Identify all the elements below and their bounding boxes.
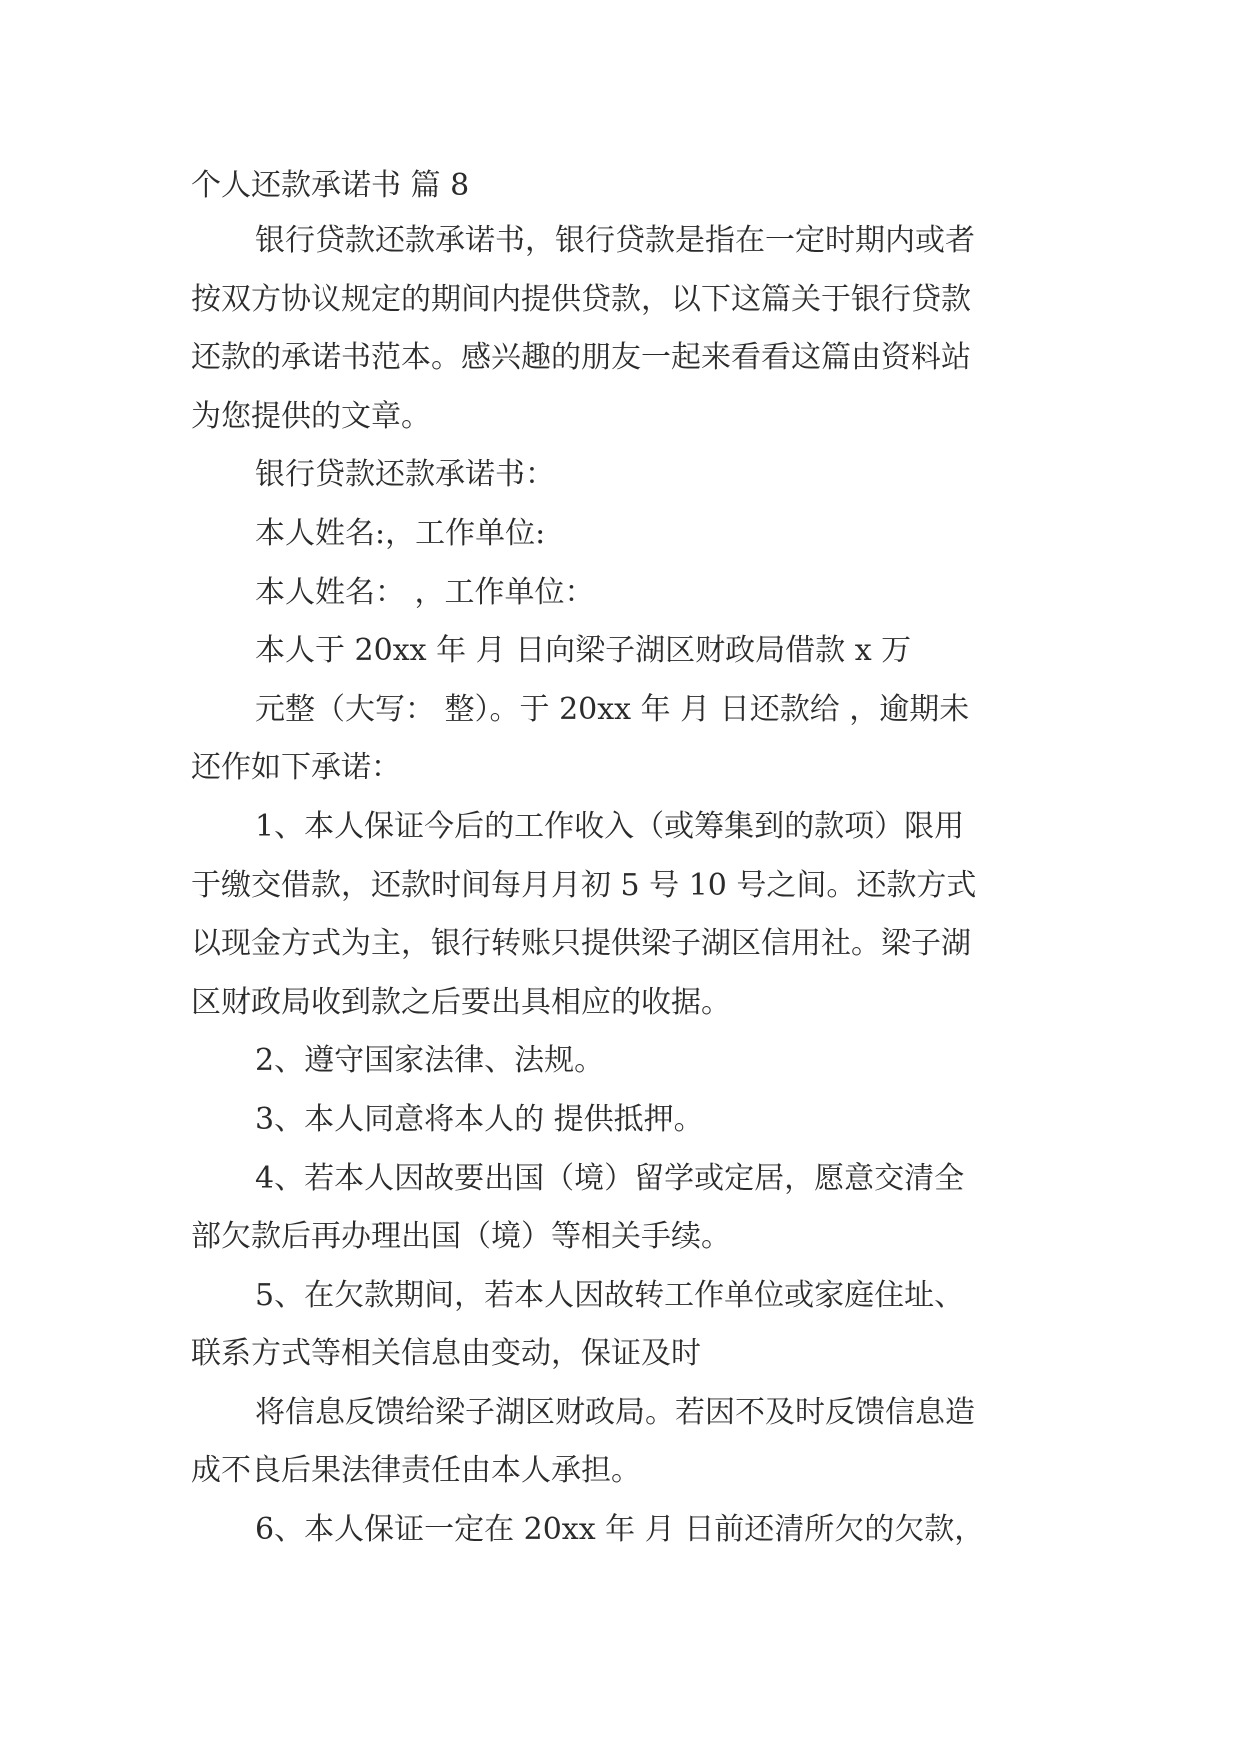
paragraph-line: 还款的承诺书范本。感兴趣的朋友一起来看看这篇由资料站: [191, 340, 971, 376]
paragraph-line: 将信息反馈给梁子湖区财政局。若因不及时反馈信息造: [255, 1394, 975, 1430]
paragraph-line: 以现金方式为主，银行转账只提供梁子湖区信用社。梁子湖: [191, 926, 971, 962]
paragraph-line: 于缴交借款，还款时间每月月初 5 号 10 号之间。还款方式: [191, 867, 977, 903]
paragraph-line: 6、本人保证一定在 20xx 年 月 日前还清所欠的欠款，: [255, 1512, 985, 1548]
paragraph-line: 联系方式等相关信息由变动，保证及时: [191, 1336, 701, 1372]
paragraph-line: 本人姓名： ，工作单位：: [255, 574, 595, 610]
paragraph-line: 本人姓名:，工作单位:: [255, 515, 546, 551]
paragraph-line: 5、在欠款期间，若本人因故转工作单位或家庭住址、: [255, 1277, 965, 1313]
document-body: [191, 160, 1071, 1560]
paragraph-line: 区财政局收到款之后要出具相应的收据。: [191, 984, 731, 1020]
paragraph-line: 2、遵守国家法律、法规。: [255, 1043, 605, 1079]
paragraph-line: 元整（大写： 整）。于 20xx 年 月 日还款给 ，逾期未: [255, 691, 970, 727]
paragraph-line: 按双方协议规定的期间内提供贷款，以下这篇关于银行贷款: [191, 281, 971, 317]
paragraph-line: 银行贷款还款承诺书：: [255, 457, 555, 493]
paragraph-line: 本人于 20xx 年 月 日向梁子湖区财政局借款 x 万: [255, 633, 912, 669]
paragraph-line: 为您提供的文章。: [191, 398, 431, 434]
paragraph-line: 还作如下承诺：: [191, 750, 401, 786]
paragraph-line: 4、若本人因故要出国（境）留学或定居，愿意交清全: [255, 1160, 965, 1196]
paragraph-line: 银行贷款还款承诺书，银行贷款是指在一定时期内或者: [255, 223, 975, 258]
paragraph-line: 成不良后果法律责任由本人承担。: [191, 1453, 641, 1489]
document-title: 个人还款承诺书 篇 8: [191, 168, 470, 203]
paragraph-line: 3、本人同意将本人的 提供抵押。: [255, 1101, 704, 1137]
paragraph-line: 部欠款后再办理出国（境）等相关手续。: [191, 1219, 731, 1255]
paragraph-line: 1、本人保证今后的工作收入（或筹集到的款项）限用: [255, 808, 965, 844]
